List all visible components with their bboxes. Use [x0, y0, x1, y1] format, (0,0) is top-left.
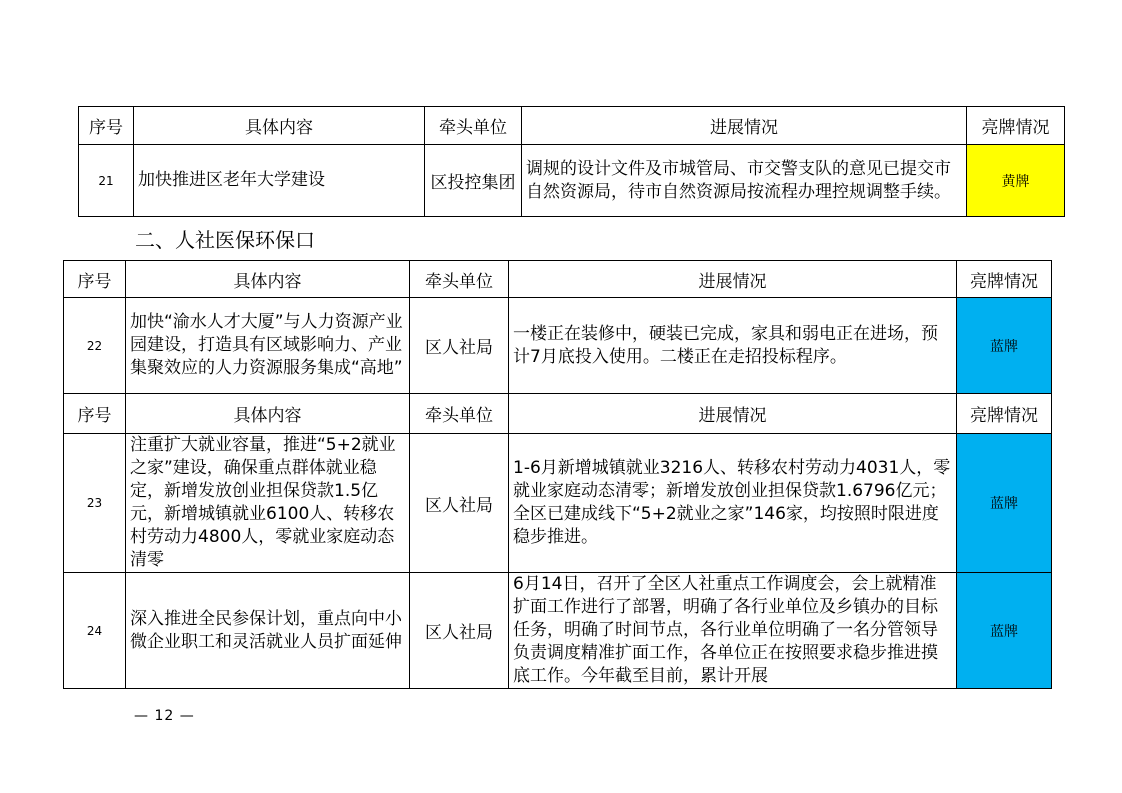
status-badge: 蓝牌: [957, 298, 1052, 394]
header-no: 序号: [64, 394, 126, 434]
row-content: 深入推进全民参保计划，重点向中小微企业职工和灵活就业人员扩面延伸: [126, 573, 410, 689]
row-content: 加快推进区老年大学建设: [134, 145, 425, 217]
header-unit: 牵头单位: [425, 107, 522, 145]
row-unit: 区人社局: [410, 434, 509, 573]
row-number: 23: [64, 434, 126, 573]
row-progress: 一楼正在装修中，硬装已完成，家具和弱电正在进场，预计7月底投入使用。二楼正在走招投标程序。: [509, 298, 957, 394]
row-content: 加快“渝水人才大厦”与人力资源产业园建设，打造具有区域影响力、产业集聚效应的人力资源服务集成“高地”: [126, 298, 410, 394]
section-title: 二、人社医保环保口: [135, 228, 315, 252]
page-number: — 12 —: [134, 708, 195, 724]
header-no: 序号: [79, 107, 134, 145]
header-no: 序号: [64, 261, 126, 298]
table-header-row: [79, 107, 1065, 145]
row-unit: 区投控集团: [425, 145, 522, 217]
table-header-row: [64, 261, 1052, 298]
header-status: 亮牌情况: [957, 261, 1052, 298]
header-unit: 牵头单位: [410, 261, 509, 298]
header-content: 具体内容: [134, 107, 425, 145]
table-row: [64, 573, 1052, 689]
row-progress: 6月14日，召开了全区人社重点工作调度会，会上就精准扩面工作进行了部署，明确了各行业单位及乡镇办的目标任务，明确了时间节点，各行业单位明确了一名分管领导负责调度精准扩面工作，各单位正在按照要求稳步推进摸底工作。今年截至目前，累计开展: [509, 573, 957, 689]
row-content: 注重扩大就业容量，推进“5+2就业之家”建设，确保重点群体就业稳定，新增发放创业担保贷款1.5亿元，新增城镇就业6100人、转移农村劳动力4800人，零就业家庭动态清零: [126, 434, 410, 573]
row-number: 22: [64, 298, 126, 394]
row-progress: 调规的设计文件及市城管局、市交警支队的意见已提交市自然资源局，待市自然资源局按流程办理控规调整手续。: [522, 145, 967, 217]
row-progress: 1-6月新增城镇就业3216人、转移农村劳动力4031人，零就业家庭动态清零；新增发放创业担保贷款1.6796亿元；全区已建成线下“5+2就业之家”146家，均按照时限进度稳步推进。: [509, 434, 957, 573]
header-content: 具体内容: [126, 394, 410, 434]
header-progress: 进展情况: [509, 261, 957, 298]
status-badge: 蓝牌: [957, 434, 1052, 573]
header-status: 亮牌情况: [957, 394, 1052, 434]
table-progress-2: [63, 260, 1052, 689]
header-progress: 进展情况: [509, 394, 957, 434]
row-number: 21: [79, 145, 134, 217]
row-unit: 区人社局: [410, 573, 509, 689]
header-content: 具体内容: [126, 261, 410, 298]
status-badge: 蓝牌: [957, 573, 1052, 689]
status-badge: 黄牌: [967, 145, 1065, 217]
table-row: [64, 298, 1052, 394]
row-unit: 区人社局: [410, 298, 509, 394]
table-header-row: [64, 394, 1052, 434]
row-number: 24: [64, 573, 126, 689]
header-unit: 牵头单位: [410, 394, 509, 434]
header-status: 亮牌情况: [967, 107, 1065, 145]
table-row: [64, 434, 1052, 573]
header-progress: 进展情况: [522, 107, 967, 145]
table-progress-1: [78, 106, 1065, 217]
table-row: [79, 145, 1065, 217]
